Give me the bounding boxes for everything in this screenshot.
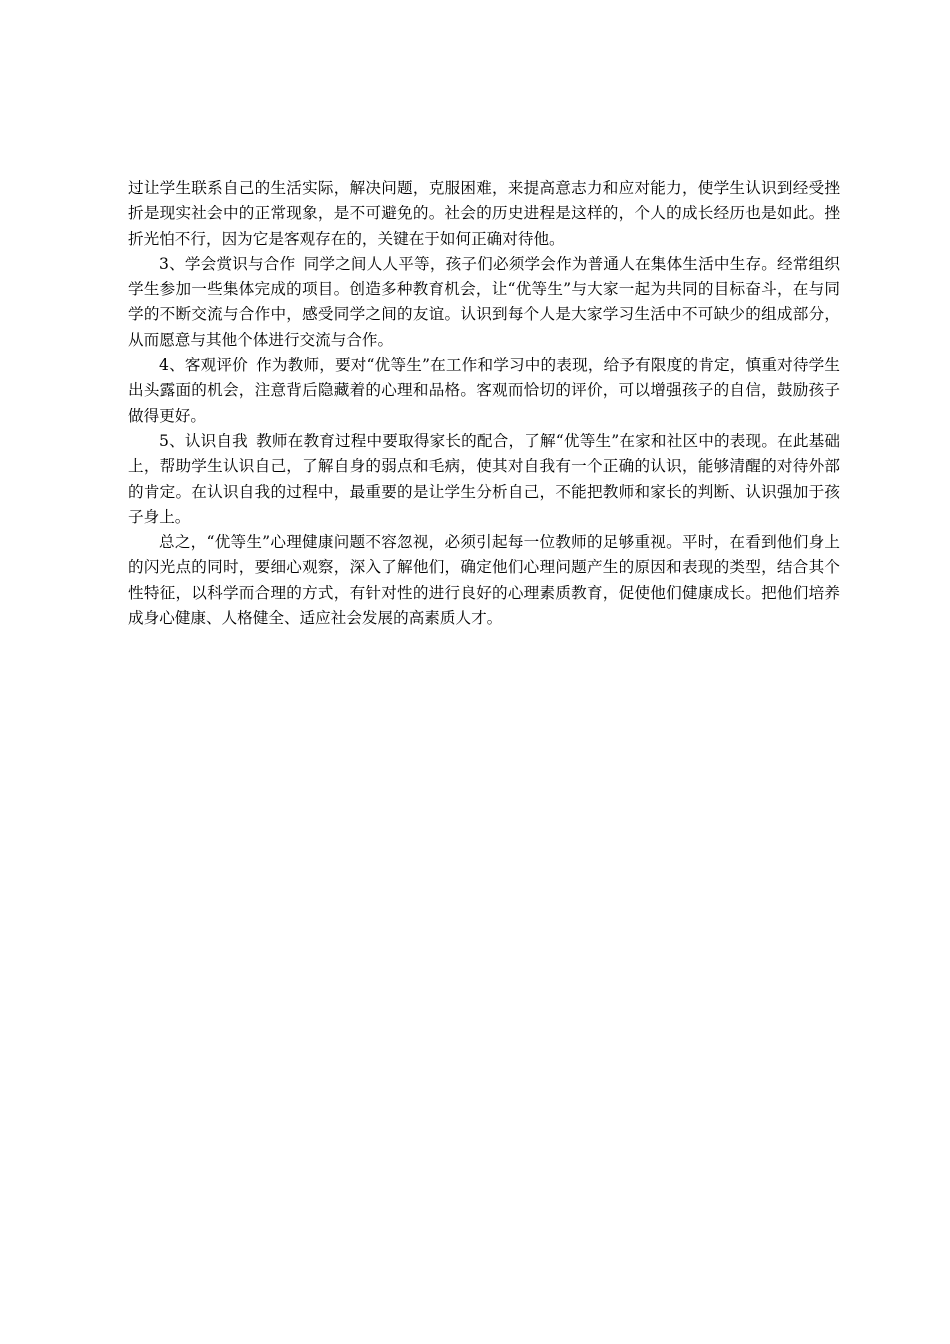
paragraph-text: 同学之间人人平等，孩子们必须学会作为普通人在集体生活中生存。经常组织学生参加一些集体完成的项目。创造多种教育机会，让“优等生”与大家一起为共同的目标奋斗，在与同学的不断交流与合作中，感受同学之间的友谊。认识到每个人是大家学习生活中不可缺少的组成部分，从而愿意与其他个体进行交流与合作。: [128, 254, 840, 349]
paragraph-conclusion: [128, 530, 840, 631]
paragraph-appreciation-cooperation: [128, 252, 840, 353]
section-heading: 3、学会赏识与合作: [159, 254, 296, 273]
paragraph-text: 教师在教育过程中要取得家长的配合，了解“优等生”在家和社区中的表现。在此基础上，帮助学生认识自己，了解自身的弱点和毛病，使其对自我有一个正确的认识，能够清醒的对待外部的肯定。在认识自我的过程中，最重要的是让学生分析自己，不能把教师和家长的判断、认识强加于孩子身上。: [128, 431, 840, 526]
paragraph-text: 过让学生联系自己的生活实际，解决问题，克服困难，来提高意志力和应对能力，使学生认识到经受挫折是现实社会中的正常现象，是不可避免的。社会的历史进程是这样的，个人的成长经历也是如此。挫折光怕不行，因为它是客观存在的，关键在于如何正确对待他。: [128, 179, 840, 248]
paragraph-continuation: [128, 176, 840, 252]
document-body: [128, 176, 840, 631]
section-heading: 4、客观评价: [159, 356, 248, 375]
paragraph-self-awareness: [128, 429, 840, 530]
paragraph-text: 作为教师，要对“优等生”在工作和学习中的表现，给予有限度的肯定，慎重对待学生出头露面的机会，注意背后隐藏着的心理和品格。客观而恰切的评价，可以增强孩子的自信，鼓励孩子做得更好。: [128, 356, 840, 425]
paragraph-text: 总之，“优等生”心理健康问题不容忽视，必须引起每一位教师的足够重视。平时，在看到他们身上的闪光点的同时，要细心观察，深入了解他们，确定他们心理问题产生的原因和表现的类型，结合其个性特征，以科学而合理的方式，有针对性的进行良好的心理素质教育，促使他们健康成长。把他们培养成身心健康、人格健全、适应社会发展的高素质人才。: [128, 533, 840, 628]
section-heading: 5、认识自我: [159, 431, 248, 450]
paragraph-objective-evaluation: [128, 353, 840, 429]
